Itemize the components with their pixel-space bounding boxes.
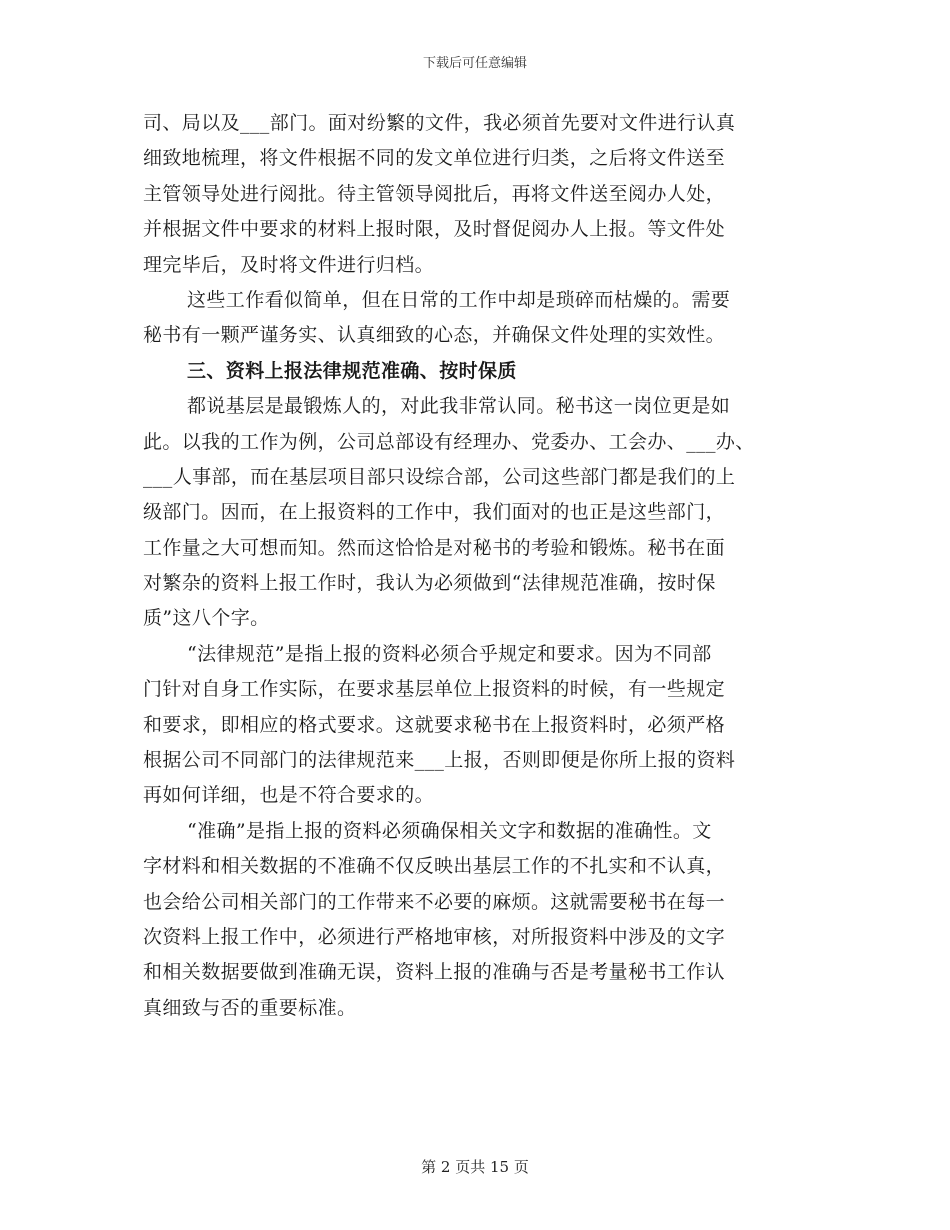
paragraph-start: 这些工作看似简单，但在日常的工作中却是琐碎而枯燥的。需要 xyxy=(187,288,731,311)
text-line: 秘书有一颗严谨务实、认真细致的心态，并确保文件处理的实效性。 xyxy=(143,324,726,347)
paragraph-start: “法律规范”是指上报的资料必须合乎规定和要求。因为不同部 xyxy=(187,642,712,665)
text-line: 并根据文件中要求的材料上报时限，及时督促阅办人上报。等文件处 xyxy=(143,218,726,241)
text-line: 真细致与否的重要标准。 xyxy=(143,996,357,1019)
text-line: 门针对自身工作实际，在要求基层单位上报资料的时候，有一些规定 xyxy=(143,678,726,701)
text-line: 根据公司不同部门的法律规范来___上报，否则即便是你所上报的资料 xyxy=(143,749,736,772)
text-line: ___人事部，而在基层项目部只设综合部，公司这些部门都是我们的上 xyxy=(143,465,736,488)
text-line: 对繁杂的资料上报工作时，我认为必须做到“法律规范准确，按时保 xyxy=(143,572,716,595)
text-line: 质”这八个字。 xyxy=(143,607,270,630)
text-line: 级部门。因而，在上报资料的工作中，我们面对的也正是这些部门， xyxy=(143,501,726,524)
page-header: 下载后可任意编辑 xyxy=(422,56,527,71)
text-line: 工作量之大可想而知。然而这恰恰是对秘书的考验和锻炼。秘书在面 xyxy=(143,536,726,559)
text-line: 此。以我的工作为例，公司总部设有经理办、党委办、工会办、___办、 xyxy=(143,430,755,453)
text-line: 和要求，即相应的格式要求。这就要求秘书在上报资料时，必须严格 xyxy=(143,713,726,736)
text-line: 也会给公司相关部门的工作带来不必要的麻烦。这就需要秘书在每一 xyxy=(143,890,726,913)
paragraph-start: 都说基层是最锻炼人的，对此我非常认同。秘书这一岗位更是如 xyxy=(187,395,731,418)
text-line: 字材料和相关数据的不准确不仅反映出基层工作的不扎实和不认真， xyxy=(143,855,726,878)
text-line: 再如何详细，也是不符合要求的。 xyxy=(143,784,435,807)
text-line: 司、局以及___部门。面对纷繁的文件，我必须首先要对文件进行认真 xyxy=(143,112,736,134)
text-line: 和相关数据要做到准确无误，资料上报的准确与否是考量秘书工作认 xyxy=(143,961,726,984)
page-footer: 第 2 页共 15 页 xyxy=(421,1158,529,1176)
text-line: 细致地梳理，将文件根据不同的发文单位进行归类，之后将文件送至 xyxy=(143,147,726,170)
text-line: 理完毕后，及时将文件进行归档。 xyxy=(143,253,435,276)
section-heading: 三、资料上报法律规范准确、按时保质 xyxy=(187,359,517,382)
text-line: 次资料上报工作中，必须进行严格地审核，对所报资料中涉及的文字 xyxy=(143,925,726,948)
text-line: 主管领导处进行阅批。待主管领导阅批后，再将文件送至阅办人处， xyxy=(143,182,726,205)
document-body xyxy=(143,106,811,1026)
paragraph-start: “准确”是指上报的资料必须确保相关文字和数据的准确性。文 xyxy=(187,819,712,842)
